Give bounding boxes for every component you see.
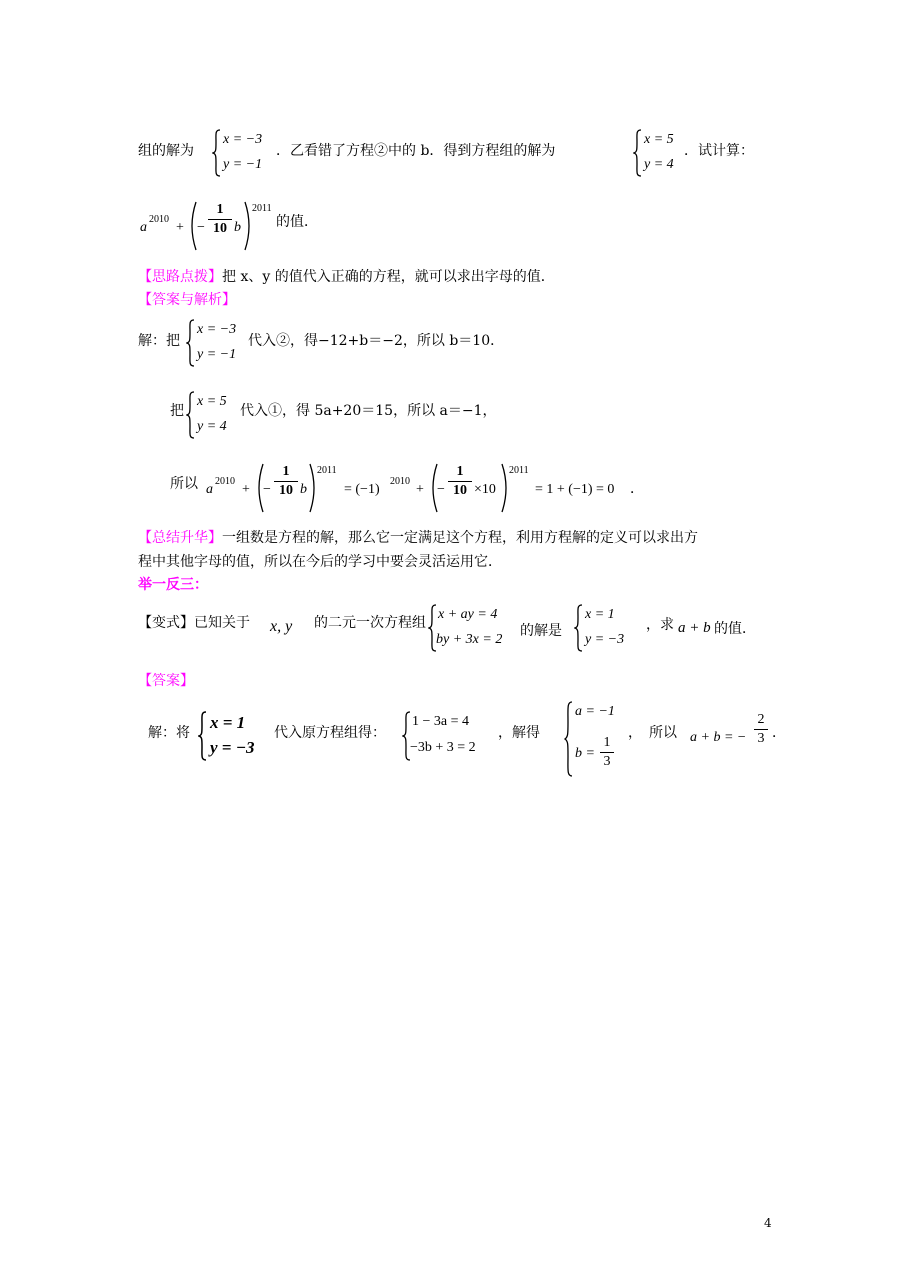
fraction: 2 3 xyxy=(754,711,768,748)
left-brace-icon xyxy=(564,700,574,778)
equation-row: b = xyxy=(575,746,595,761)
equation-system xyxy=(198,710,272,762)
equation-row: x = −3 xyxy=(197,322,237,337)
equation-row: x = −3 xyxy=(223,132,263,147)
text-line: 【变式】已知关于 xyxy=(138,615,250,631)
text-line: 代入②，得−12+b＝−2，所以 b＝10． xyxy=(248,333,505,349)
text-line: ．乙看错了方程②中的 b．得到方程组的解为 xyxy=(276,143,556,159)
equation-row: x + ay = 4 xyxy=(438,607,498,622)
equation-row: x = 1 xyxy=(210,713,246,732)
left-brace-icon xyxy=(212,128,222,178)
equation-system xyxy=(212,128,272,178)
hint-line: 【思路点拨】把 x、y 的值代入正确的方程，就可以求出字母的值． xyxy=(138,269,555,285)
equation-row: x = 5 xyxy=(644,132,674,147)
equation-row: y = −3 xyxy=(585,632,625,647)
text-line: 的值． xyxy=(714,621,756,637)
equation-system xyxy=(574,603,638,653)
text-line: 的二元一次方程组 xyxy=(314,615,426,631)
equation-row: x = 5 xyxy=(197,394,227,409)
equation-row: 1 − 3a = 4 xyxy=(412,714,470,729)
text-line: ．试计算： xyxy=(684,143,754,159)
summary-tag: 【总结升华】 xyxy=(138,530,222,546)
equation-system xyxy=(428,603,520,653)
equation-row: y = −1 xyxy=(197,347,237,362)
equation-row: a = −1 xyxy=(575,704,615,719)
left-brace-icon xyxy=(198,710,208,762)
text-line: ． xyxy=(772,725,786,741)
equation-row: y = −3 xyxy=(210,738,255,757)
text-line: 的解是 xyxy=(520,623,562,639)
equation-row: y = −1 xyxy=(223,157,263,172)
equation-system xyxy=(402,710,498,762)
text-line: 解：把 xyxy=(138,333,180,349)
text-line: 把 xyxy=(170,403,184,419)
text-line: ，解得 xyxy=(498,725,540,741)
equation-system: a = −1 b = 1 3 xyxy=(564,700,628,778)
text-line: 组的解为 xyxy=(138,143,194,159)
text-line: 代入①，得 5a+20＝15，所以 a＝−1， xyxy=(240,403,497,419)
summary-line: 程中其他字母的值，所以在今后的学习中要会灵活运用它． xyxy=(138,554,502,570)
math-expression: a + b xyxy=(678,620,711,636)
summary-line: 【总结升华】一组数是方程的解，那么它一定满足这个方程，利用方程解的定义可以求出方 xyxy=(138,530,698,546)
left-brace-icon xyxy=(186,390,196,440)
hint-tag: 【思路点拨】 xyxy=(138,269,222,285)
text-line: ， 所以 xyxy=(628,725,677,741)
practice-heading: 举一反三： xyxy=(138,577,208,593)
left-brace-icon xyxy=(574,603,584,653)
math-vars: x, y xyxy=(270,618,293,635)
answer-heading: 【答案与解析】 xyxy=(138,292,236,308)
math-expression: a + b = − xyxy=(690,730,747,745)
equation-row: −3b + 3 = 2 xyxy=(410,740,476,755)
left-brace-icon xyxy=(186,318,196,368)
equation-row: y = 4 xyxy=(197,419,227,434)
page-number: 4 xyxy=(764,1216,772,1230)
equation-row: by + 3x = 2 xyxy=(436,632,503,647)
equation-system xyxy=(186,318,246,368)
equation-row: y = 4 xyxy=(644,157,674,172)
equation-system xyxy=(633,128,689,178)
equation-system xyxy=(186,390,242,440)
text-line: 代入原方程组得： xyxy=(274,725,386,741)
text-line: ，求 xyxy=(646,617,674,633)
left-brace-icon xyxy=(633,128,643,178)
equation-row: x = 1 xyxy=(585,607,615,622)
text-line: 解：将 xyxy=(148,725,190,741)
answer-heading: 【答案】 xyxy=(138,673,194,689)
